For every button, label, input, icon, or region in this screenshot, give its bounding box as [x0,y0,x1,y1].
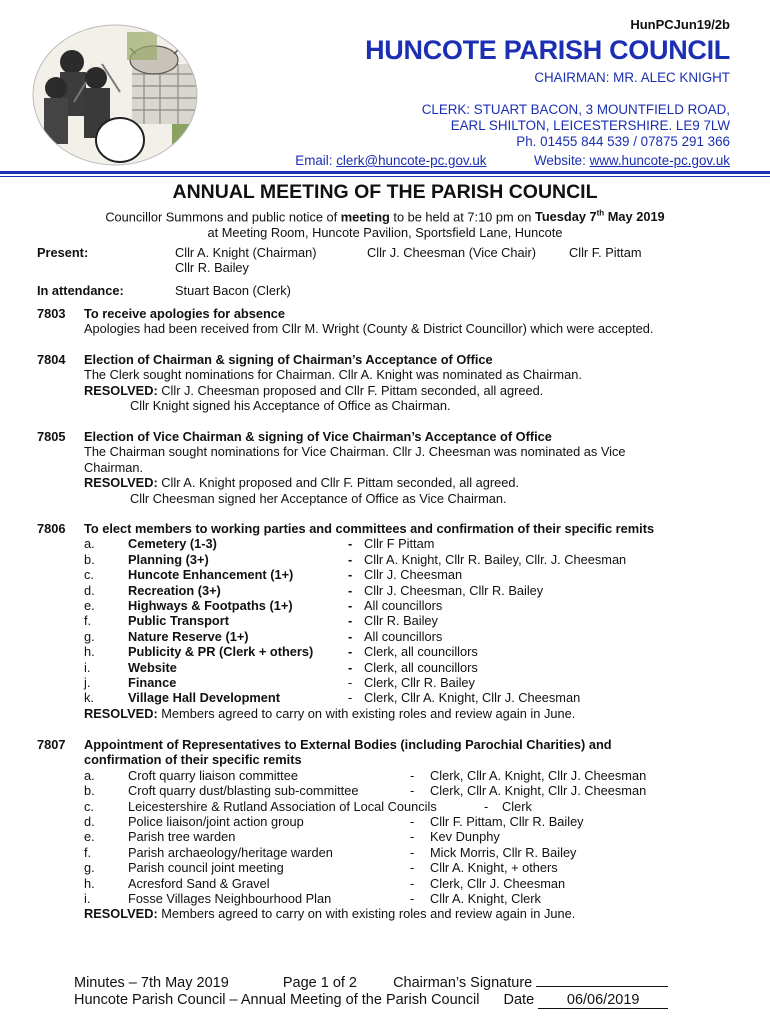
list-name: Highways & Footpaths (1+) [128,597,293,613]
item-number-7807: 7807 [37,737,66,752]
meeting-title: ANNUAL MEETING OF THE PARISH COUNCIL [172,181,598,203]
list-dash: - [348,536,353,552]
resolved-label: RESOLVED: [84,705,158,721]
list-name: Nature Reserve (1+) [128,628,249,644]
list-dash: - [348,567,353,583]
date-field: 06/06/2019 [538,992,668,1009]
list-value: Clerk, Cllr A. Knight, Cllr J. Cheesman [364,690,581,706]
list-value: Clerk, Cllr A. Knight, Cllr J. Cheesman [430,783,647,799]
signature-field [536,986,668,987]
item-body: Apologies had been received from Cllr M. Wright (County & District Councillor) which were accepted. [84,321,654,337]
signature-label: Chairman’s Signature [393,975,533,991]
list-letter: b. [84,783,95,799]
list-letter: i. [84,659,91,675]
document-reference: HunPCJun19/2b [630,17,730,32]
meeting-summons [0,206,770,241]
item-7804 [84,352,582,414]
list-dash: - [410,860,415,876]
list-item [84,876,612,891]
list-value: Cllr F Pittam [364,536,435,552]
footer-minutes: Minutes – 7th May 2019 [74,975,229,991]
list-value: Clerk, Cllr A. Knight, Cllr J. Cheesman [430,767,647,783]
list-item [84,767,647,783]
list-value: Cllr A. Knight, Clerk [430,890,541,906]
list-item [84,860,612,875]
list-name: Parish council joint meeting [128,860,284,876]
list-name: Acresford Sand & Gravel [128,875,270,891]
chairman-line: CHAIRMAN: MR. ALEC KNIGHT [534,70,730,85]
list-value: Clerk, Cllr R. Bailey [364,674,475,690]
footer-line-2 [74,992,668,1009]
list-dash: - [484,798,489,814]
item-body: The Chairman sought nominations for Vice Chairman. Cllr J. Cheesman was nominated as Vice [84,444,626,460]
list-dash: - [410,875,415,891]
list-name: Croft quarry liaison committee [128,767,298,783]
list-name: Fosse Villages Neighbourhood Plan [128,890,332,906]
list-value: Cllr F. Pittam, Cllr R. Bailey [430,813,584,829]
list-item [84,783,647,799]
list-value: All councillors [364,597,443,613]
list-dash: - [348,659,353,675]
item-body-cont: Chairman. [84,459,144,475]
list-dash: - [348,551,353,567]
present-member-4: Cllr R. Bailey [175,260,249,275]
website-label: Website: [533,153,590,168]
list-letter: h. [84,644,95,660]
list-item [84,567,654,582]
list-value: Kev Dunphy [430,829,500,845]
list-value: Clerk [502,798,532,814]
resolved-label: RESOLVED: [84,906,158,922]
parish-crest-illustration-icon [32,24,198,166]
list-item [84,829,612,844]
item-heading: Appointment of Representatives to External Bodies (including Parochial Charities) and [84,737,612,752]
list-item [84,891,612,906]
list-dash: - [348,582,353,598]
list-item [84,598,654,613]
summons-text-a: Councillor Summons and public notice of [105,209,341,225]
list-letter: k. [84,690,94,706]
list-item [84,675,654,690]
list-dash: - [348,674,353,690]
present-member-1: Cllr A. Knight (Chairman) [175,245,317,260]
contact-block [422,70,730,150]
list-letter: a. [84,536,95,552]
list-value: Clerk, Cllr J. Cheesman [430,875,566,891]
item-7807 [84,737,647,922]
list-letter: d. [84,813,95,829]
item-heading-cont: confirmation of their specific remits [84,752,302,768]
list-value: Cllr J. Cheesman [364,567,463,583]
list-item [84,552,654,567]
list-name: Leicestershire & Rutland Association of Local Councils [128,798,437,814]
clerk-address-line-1: CLERK: STUART BACON, 3 MOUNTFIELD ROAD, [421,102,730,117]
present-label: Present: [37,245,89,260]
list-item [84,814,612,829]
list-dash: - [410,890,415,906]
resolved-label: RESOLVED: [84,475,158,491]
item-heading: To receive apologies for absence [84,306,286,321]
list-letter: a. [84,767,95,783]
list-letter: f. [84,613,92,629]
list-dash: - [410,844,415,860]
list-item [84,845,612,860]
list-letter: c. [84,567,94,583]
list-item [84,613,654,628]
list-item [84,690,654,705]
list-dash: - [348,628,353,644]
item-body: Cllr Knight signed his Acceptance of Office as Chairman. [130,398,451,414]
resolved-label: RESOLVED: [84,382,158,398]
email-link[interactable]: clerk@huncote-pc.gov.uk [336,153,487,168]
meeting-location: at Meeting Room, Huncote Pavilion, Sportsfield Lane, Huncote [207,225,563,241]
item-7803 [84,306,653,337]
list-value: Cllr A. Knight, + others [430,860,558,876]
list-letter: g. [84,860,95,876]
list-name: Planning (3+) [128,551,209,567]
list-letter: e. [84,829,95,845]
list-item [84,799,612,814]
summons-text-b: meeting [340,209,390,225]
list-dash: - [410,767,415,783]
list-letter: c. [84,798,94,814]
clerk-address-line-2: EARL SHILTON, LEICESTERSHIRE. LE9 7LW [450,118,730,133]
item-7806 [84,521,654,721]
list-dash: - [348,690,353,706]
item-body: The Clerk sought nominations for Chairman. Cllr A. Knight was nominated as Chairman. [84,367,582,383]
list-value: All councillors [364,628,443,644]
list-dash: - [410,829,415,845]
list-letter: i. [84,890,91,906]
resolved-text: Members agreed to carry on with existing roles and review again in June. [157,906,576,922]
list-name: Village Hall Development [128,690,280,706]
list-dash: - [410,783,415,799]
list-name: Publicity & PR (Clerk + others) [128,644,314,660]
item-heading: Election of Chairman & signing of Chairman’s Acceptance of Office [84,352,493,367]
item-body: Cllr Cheesman signed her Acceptance of Office as Vice Chairman. [130,490,507,506]
present-member-2: Cllr J. Cheesman (Vice Chair) [367,245,537,260]
summons-text-c: to be held at 7:10 pm on [389,209,535,225]
list-value: Cllr J. Cheesman, Cllr R. Bailey [364,582,544,598]
list-name: Recreation (3+) [128,582,221,598]
list-letter: b. [84,551,95,567]
list-name: Parish archaeology/heritage warden [128,844,333,860]
item-number-7803: 7803 [37,306,66,321]
list-name: Croft quarry dust/blasting sub-committee [128,783,359,799]
list-value: Cllr R. Bailey [364,613,438,629]
item-heading: Election of Vice Chairman & signing of Vice Chairman’s Acceptance of Office [84,429,552,444]
list-dash: - [410,813,415,829]
list-item [84,644,654,659]
summons-date: Tuesday 7th May 2019 [534,209,665,225]
list-item [84,660,654,675]
list-item [84,629,654,644]
phone-line: Ph. 01455 844 539 / 07875 291 366 [516,134,730,149]
list-letter: h. [84,875,95,891]
footer-line-1 [74,975,668,991]
list-dash: - [348,644,353,660]
item-number-7805: 7805 [37,429,66,444]
list-letter: e. [84,597,95,613]
council-name: HUNCOTE PARISH COUNCIL [365,35,730,65]
resolved-text: Cllr A. Knight proposed and Cllr F. Pittam seconded, all agreed. [157,475,520,491]
list-name: Public Transport [128,613,229,629]
list-name: Huncote Enhancement (1+) [128,567,294,583]
list-value: Clerk, all councillors [364,659,478,675]
list-name: Website [128,659,177,675]
email-website-row [295,153,730,168]
list-name: Cemetery (1-3) [128,536,217,552]
list-item [84,583,654,598]
date-label: Date [503,992,535,1008]
footer-council: Huncote Parish Council – Annual Meeting of the Parish Council [74,992,480,1008]
list-name: Police liaison/joint action group [128,813,304,829]
list-value: Cllr A. Knight, Cllr R. Bailey, Cllr. J. Cheesman [364,551,627,567]
present-member-3: Cllr F. Pittam [569,245,642,260]
email-label: Email: [295,153,337,168]
list-dash: - [348,613,353,629]
list-item [84,536,654,551]
footer-page: Page 1 of 2 [282,975,357,991]
list-value: Clerk, all councillors [364,644,478,660]
header-divider [0,171,770,174]
list-name: Parish tree warden [128,829,236,845]
attendance-label: In attendance: [37,283,124,298]
list-letter: d. [84,582,95,598]
item-number-7804: 7804 [37,352,66,367]
header-divider-thin [0,176,770,177]
list-name: Finance [128,674,177,690]
item-number-7806: 7806 [37,521,66,536]
list-letter: f. [84,844,92,860]
resolved-text: Members agreed to carry on with existing roles and review again in June. [157,705,576,721]
item-7805 [84,429,626,506]
attendance-value: Stuart Bacon (Clerk) [175,283,291,298]
list-dash: - [348,597,353,613]
list-value: Mick Morris, Cllr R. Bailey [430,844,577,860]
list-letter: j. [84,674,91,690]
website-link[interactable]: www.huncote-pc.gov.uk [589,153,730,168]
list-letter: g. [84,628,95,644]
resolved-text: Cllr J. Cheesman proposed and Cllr F. Pittam seconded, all agreed. [157,382,544,398]
item-heading: To elect members to working parties and committees and confirmation of their specific remits [84,521,655,536]
